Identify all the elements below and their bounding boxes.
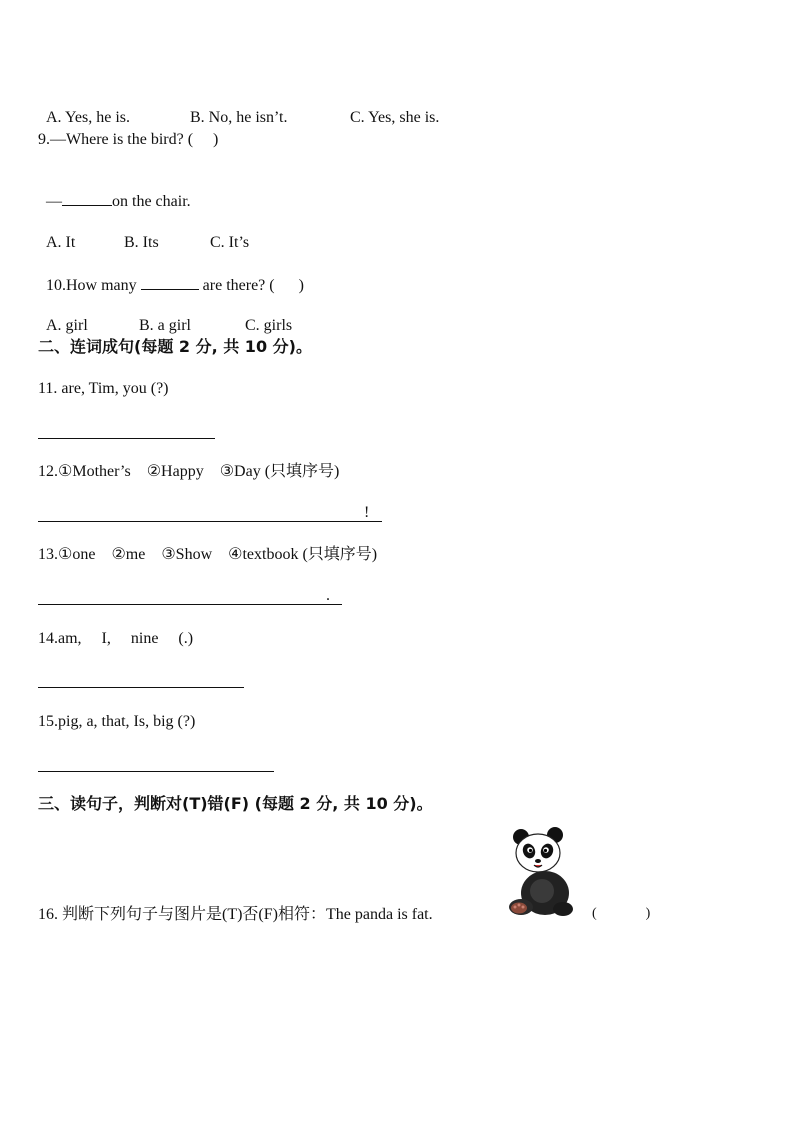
q10-prefix: 10.How many bbox=[46, 277, 141, 294]
q9-option-b: B. Its bbox=[124, 234, 159, 251]
q10-options bbox=[38, 296, 292, 336]
q9-question: 9.—Where is the bird? ( ) bbox=[38, 131, 219, 148]
q9-answer-line bbox=[38, 171, 191, 212]
q14-prompt: 14.am, I, nine (.) bbox=[38, 630, 194, 647]
q13-answer-line[interactable] bbox=[38, 604, 342, 605]
q12-prompt: 12.①Mother’s ②Happy ③Day (只填序号) bbox=[38, 463, 340, 480]
panda-icon bbox=[505, 825, 577, 920]
q10-option-b: B. a girl bbox=[139, 317, 191, 334]
q10-option-a: A. girl bbox=[46, 317, 88, 334]
q11-prompt: 11. are, Tim, you (?) bbox=[38, 380, 169, 397]
q10-question bbox=[38, 255, 304, 296]
q15-answer-line[interactable] bbox=[38, 771, 274, 772]
q9-option-c: C. It’s bbox=[210, 234, 250, 251]
q9-blank[interactable] bbox=[62, 191, 112, 206]
q13-period: . bbox=[326, 587, 330, 604]
q16-answer-paren[interactable]: ( ) bbox=[592, 906, 651, 921]
q9-dash: — bbox=[46, 193, 62, 210]
section-3-title: 三、读句子，判断对(T)错(F) (每题 2 分, 共 10 分)。 bbox=[38, 794, 433, 813]
q14-answer-line[interactable] bbox=[38, 687, 244, 688]
q8-option-c: C. Yes, she is. bbox=[350, 109, 440, 126]
q10-blank[interactable] bbox=[141, 275, 199, 290]
q12-answer-line[interactable] bbox=[38, 521, 382, 522]
q13-prompt: 13.①one ②me ③Show ④textbook (只填序号) bbox=[38, 546, 378, 563]
q11-answer-line[interactable] bbox=[38, 438, 215, 439]
q15-prompt: 15.pig, a, that, Is, big (?) bbox=[38, 713, 196, 730]
q8-option-b: B. No, he isn’t. bbox=[190, 109, 288, 126]
q12-exclamation: ! bbox=[364, 504, 370, 521]
q9-suffix: on the chair. bbox=[112, 193, 191, 210]
q9-option-a: A. It bbox=[46, 234, 76, 251]
q8-options bbox=[38, 88, 439, 128]
section-2-title: 二、连词成句(每题 2 分, 共 10 分)。 bbox=[38, 337, 312, 356]
q10-suffix: are there? ( ) bbox=[198, 277, 304, 294]
q10-option-c: C. girls bbox=[245, 317, 293, 334]
q9-options bbox=[38, 213, 249, 253]
q8-option-a: A. Yes, he is. bbox=[46, 109, 131, 126]
q16-prompt: 16. 判断下列句子与图片是(T)否(F)相符：The panda is fat. bbox=[38, 906, 433, 923]
